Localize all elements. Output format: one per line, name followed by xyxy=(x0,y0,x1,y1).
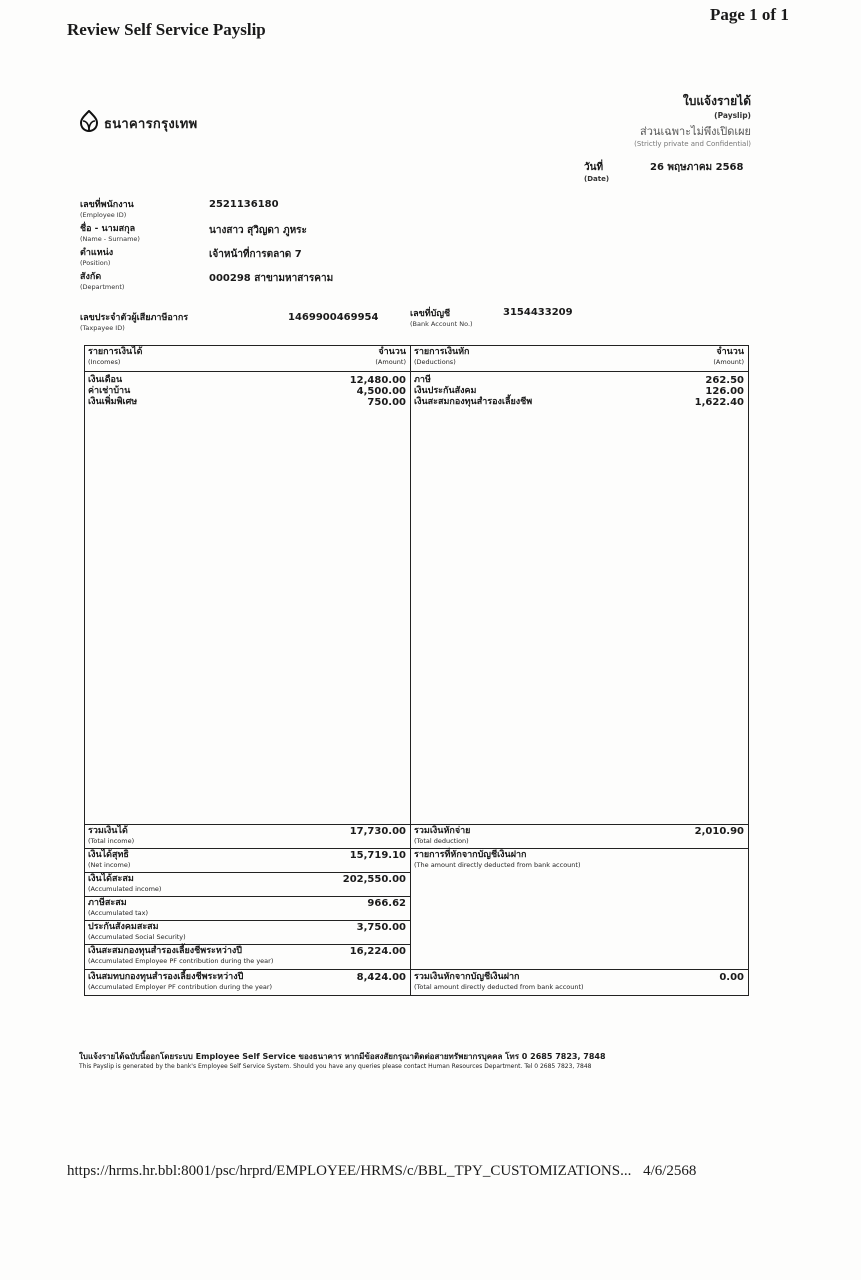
position-label xyxy=(80,248,113,268)
deduction-row xyxy=(414,397,744,408)
income-label: เงินเดือน xyxy=(88,375,123,385)
summary-label-th: รวมเงินได้ xyxy=(88,826,128,836)
summary-label-th: ภาษีสะสม xyxy=(88,898,127,908)
print-footer xyxy=(67,1163,696,1180)
print-date: 4/6/2568 xyxy=(643,1163,697,1179)
name-label-th: ชื่อ - นามสกุล xyxy=(80,224,136,234)
summary-amount: 17,730.00 xyxy=(349,826,406,837)
footer-note-en: This Payslip is generated by the bank's Employee Self Service System. Should you have any queries please contact Human Resources Department. Tel 0 2685 7823, 7848 xyxy=(79,1063,592,1070)
department-label-th: สังกัด xyxy=(80,272,102,282)
summary-label-en: (Total income) xyxy=(88,837,135,845)
bank-account-label-en: (Bank Account No.) xyxy=(410,320,473,328)
summary-label-th: เงินสมทบกองทุนสำรองเลี้ยงชีพระหว่างปี xyxy=(88,972,244,982)
employee-pf-row xyxy=(88,946,406,965)
direct-deduction-label-en: (The amount directly deducted from bank account) xyxy=(414,861,581,869)
payslip-title-th: ใบแจ้งรายได้ xyxy=(682,94,751,108)
employee-id-label-en: (Employee ID) xyxy=(80,211,127,219)
income-row xyxy=(88,386,406,397)
direct-total-label-en: (Total amount directly deducted from bank account) xyxy=(414,983,584,991)
date-label xyxy=(584,160,609,184)
total-deduction-amount: 2,010.90 xyxy=(694,826,744,837)
position-label-th: ตำแหน่ง xyxy=(80,248,114,258)
taxpayer-id-label-en: (Taxpayee ID) xyxy=(80,324,125,332)
bank-account-label-th: เลขที่บัญชี xyxy=(410,309,451,319)
date-label-th: วันที่ xyxy=(584,162,604,173)
payslip-heading xyxy=(634,92,751,149)
department-value: 000298 สาขามหาสารคาม xyxy=(209,273,334,284)
payslip-title-en: (Payslip) xyxy=(714,111,751,120)
direct-total-label-th: รวมเงินหักจากบัญชีเงินฝาก xyxy=(414,972,520,982)
accumulated-income-row xyxy=(88,874,406,893)
deduction-row xyxy=(414,386,744,397)
income-label: ค่าเช่าบ้าน xyxy=(88,386,131,396)
summary-amount: 3,750.00 xyxy=(356,922,406,933)
direct-total-amount: 0.00 xyxy=(719,972,744,983)
employee-id-label-th: เลขที่พนักงาน xyxy=(80,200,134,210)
employee-id-label xyxy=(80,200,134,220)
incomes-panel xyxy=(84,345,411,825)
total-deduction-label-th: รวมเงินหักจ่าย xyxy=(414,826,471,836)
department-label xyxy=(80,272,124,292)
confidential-th: ส่วนเฉพาะไม่พึงเปิดเผย xyxy=(640,125,751,138)
deductions-header xyxy=(414,347,744,366)
incomes-header-th: รายการเงินได้ xyxy=(88,347,143,357)
deductions-amount-header-en: (Amount) xyxy=(713,358,744,366)
deduction-label: เงินประกันสังคม xyxy=(414,386,477,396)
deduction-amount: 126.00 xyxy=(705,386,744,397)
deductions-header-en: (Deductions) xyxy=(414,358,456,366)
income-row xyxy=(88,375,406,386)
position-value: เจ้าหน้าที่การตลาด 7 xyxy=(209,249,302,260)
name-label xyxy=(80,224,140,244)
lotus-logo-icon xyxy=(80,110,98,136)
date-value: 26 พฤษภาคม 2568 xyxy=(650,162,744,173)
income-amount: 12,480.00 xyxy=(349,375,406,386)
summary-amount: 202,550.00 xyxy=(342,874,406,885)
direct-total-row xyxy=(414,972,744,991)
deduction-amount: 262.50 xyxy=(705,375,744,386)
direct-deduction-row xyxy=(414,850,744,869)
department-label-en: (Department) xyxy=(80,283,125,291)
income-amount: 750.00 xyxy=(367,397,406,408)
net-income-row xyxy=(88,850,406,869)
summary-label-en: (Accumulated Employee PF contribution during the year) xyxy=(88,957,274,965)
employee-id-value: 2521136180 xyxy=(209,199,279,210)
bank-logo xyxy=(80,110,197,136)
summary-label-en: (Accumulated Employer PF contribution during the year) xyxy=(88,983,273,991)
income-amount: 4,500.00 xyxy=(356,386,406,397)
accumulated-social-security-row xyxy=(88,922,406,941)
summary-label-th: เงินสะสมกองทุนสำรองเลี้ยงชีพระหว่างปี xyxy=(88,946,243,956)
taxpayer-id-value: 1469900469954 xyxy=(288,312,379,323)
summary-label-en: (Accumulated Social Security) xyxy=(88,933,186,941)
taxpayer-id-label-th: เลขประจำตัวผู้เสียภาษีอากร xyxy=(80,313,189,323)
summary-amount: 966.62 xyxy=(367,898,406,909)
income-label: เงินเพิ่มพิเศษ xyxy=(88,397,138,407)
summary-label-th: เงินได้สุทธิ xyxy=(88,850,129,860)
deduction-label: ภาษี xyxy=(414,375,431,385)
summary-amount: 16,224.00 xyxy=(349,946,406,957)
footer-note-th: ใบแจ้งรายได้ฉบับนี้ออกโดยระบบ Employee Self Service ของธนาคาร หากมีข้อสงสัยกรุณาติดต่อสายทรัพยากรบุคคล โทร 0 2685 7823, 7848 xyxy=(79,1052,606,1061)
deduction-amount: 1,622.40 xyxy=(694,397,744,408)
income-row xyxy=(88,397,406,408)
summary-amount: 15,719.10 xyxy=(349,850,406,861)
page-number: Page 1 of 1 xyxy=(710,5,789,24)
summary-label-th: เงินได้สะสม xyxy=(88,874,134,884)
deductions-panel xyxy=(410,345,749,825)
deductions-amount-header-th: จำนวน xyxy=(716,347,744,357)
incomes-header xyxy=(88,347,406,366)
deduction-label: เงินสะสมกองทุนสำรองเลี้ยงชีพ xyxy=(414,397,533,407)
bank-name: ธนาคารกรุงเทพ xyxy=(104,116,198,132)
total-deduction-label-en: (Total deduction) xyxy=(414,837,469,845)
position-label-en: (Position) xyxy=(80,259,111,267)
date-label-en: (Date) xyxy=(584,175,610,183)
accumulated-tax-row xyxy=(88,898,406,917)
name-label-en: (Name - Surname) xyxy=(80,235,140,243)
bank-account-label xyxy=(410,309,473,329)
deduction-row xyxy=(414,375,744,386)
page-url: https://hrms.hr.bbl:8001/psc/hrprd/EMPLOYEE/HRMS/c/BBL_TPY_CUSTOMIZATIONS... xyxy=(67,1163,632,1179)
incomes-amount-header-en: (Amount) xyxy=(375,358,406,366)
bank-account-value: 3154433209 xyxy=(503,307,573,318)
confidential-en: (Strictly private and Confidential) xyxy=(634,140,751,148)
summary-label-th: ประกันสังคมสะสม xyxy=(88,922,159,932)
name-value: นางสาว สุวิญดา ภูหระ xyxy=(209,225,307,236)
direct-deduction-label-th: รายการที่หักจากบัญชีเงินฝาก xyxy=(414,850,527,860)
total-deduction-row xyxy=(414,826,744,845)
summary-amount: 8,424.00 xyxy=(356,972,406,983)
incomes-amount-header-th: จำนวน xyxy=(378,347,406,357)
summary-label-en: (Accumulated income) xyxy=(88,885,162,893)
document-title: Review Self Service Payslip xyxy=(67,20,266,39)
deductions-header-th: รายการเงินหัก xyxy=(414,347,470,357)
summary-label-en: (Net income) xyxy=(88,861,131,869)
summary-label-en: (Accumulated tax) xyxy=(88,909,149,917)
incomes-header-en: (Incomes) xyxy=(88,358,121,366)
taxpayer-id-label xyxy=(80,313,188,333)
total-income-row xyxy=(88,826,406,845)
employer-pf-row xyxy=(88,972,406,991)
